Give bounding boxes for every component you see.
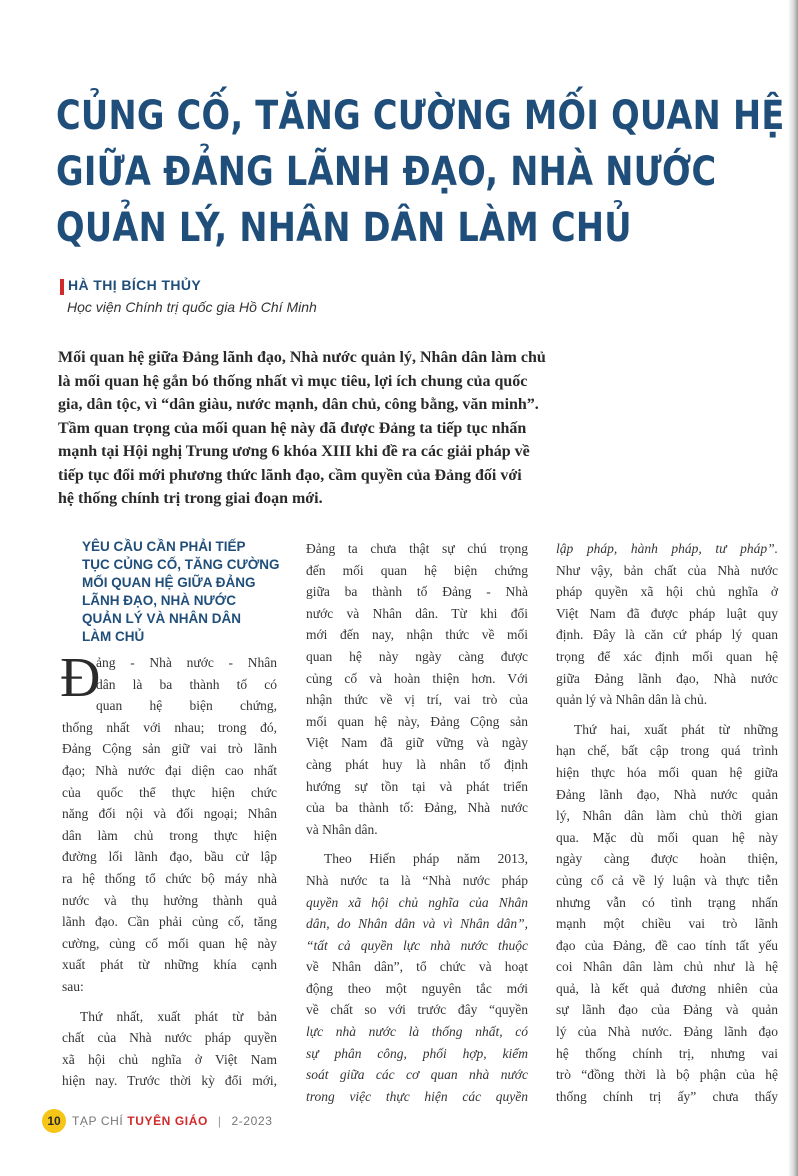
body-line: đạo của Đảng, đề cao tính tất yếu — [556, 937, 778, 953]
body-line: lý, Nhân dân làm chủ thời gian — [556, 808, 778, 824]
author-name: HÀ THỊ BÍCH THỦY — [68, 277, 202, 293]
body-line: thống chính trị ấy” chưa thấy — [556, 1088, 778, 1104]
body-line: xã hội chủ nghĩa ở Việt Nam — [62, 1051, 277, 1067]
body-line: định. Đây là căn cứ pháp lý quan — [556, 627, 778, 643]
body-line: Đảng ta chưa thật sự chú trọng — [306, 541, 528, 556]
body-line: hiện nay. Trước thời kỳ đổi mới, — [62, 1073, 277, 1089]
lead-line: Mối quan hệ giữa Đảng lãnh đạo, Nhà nước quản lý, Nhân dân làm chủ — [58, 349, 546, 366]
section-heading — [82, 538, 280, 646]
body-line: coi Nhân dân làm chủ như là hệ — [556, 959, 778, 975]
body-line: đạo; Nhà nước đại diện cao nhất — [62, 762, 277, 778]
body-line: xuất phát từ những khía cạnh — [62, 957, 277, 973]
body-line: sự phân công, phối hợp, kiểm — [306, 1045, 528, 1061]
body-line: pháp quyền xã hội chủ nghĩa ở — [556, 584, 778, 600]
body-line: chất của Nhà nước pháp quyền — [62, 1030, 277, 1046]
body-line: Việt Nam đã giữ vững và ngày — [306, 735, 528, 751]
body-line: ảng - Nhà nước - Nhân — [96, 655, 277, 670]
magazine-info — [72, 1114, 273, 1128]
body-line: của ba thành tố: Đảng, Nhà nước — [306, 800, 528, 816]
body-line: Đảng Cộng sản giữ vai trò lãnh — [62, 741, 277, 757]
paragraph — [306, 848, 528, 1107]
body-column-1 — [60, 538, 280, 1092]
body-line: nước và Nhân dân. Từ khi đổi — [306, 605, 528, 621]
page-number: 10 — [47, 1114, 61, 1128]
body-line: soát giữa các cơ quan nhà nước — [306, 1067, 528, 1083]
body-line: và Nhân dân. — [306, 821, 378, 837]
body-line: hệ thống chính trị, nhưng vai — [556, 1045, 778, 1061]
body-line: Thứ nhất, xuất phát từ bản — [80, 1008, 277, 1024]
body-line: củng cố và hoàn thiện hơn. Với — [306, 670, 528, 686]
body-line: đường lối lãnh đạo, bầu cử lập — [62, 849, 277, 865]
body-line: Như vậy, bản chất của Nhà nước — [556, 562, 778, 578]
body-line: nhưng vẫn có tình trạng nhấn — [556, 894, 778, 910]
body-line: “tất cả quyền lực nhà nước thuộc — [306, 937, 528, 953]
body-line: dân là ba thành tố có — [96, 676, 277, 692]
body-line: dân làm chủ trong thực hiện — [62, 827, 277, 843]
body-line: lập pháp, hành pháp, tư pháp”. — [556, 541, 778, 556]
body-line: trò “đồng thời là bộ phận của hệ — [556, 1067, 778, 1083]
body-line: Thứ hai, xuất phát từ những — [574, 721, 778, 737]
body-line: Đảng lãnh đạo, Nhà nước quản — [556, 786, 778, 802]
footer-divider: | — [217, 1114, 222, 1128]
body-line: quan hệ này ngày càng được — [306, 648, 528, 664]
page-number-badge — [42, 1109, 66, 1133]
body-line: giữa ba thành tố Đảng - Nhà — [306, 584, 528, 600]
lead-line: tiếp tục đổi mới phương thức lãnh đạo, cầm quyền của Đảng đối với — [58, 466, 522, 484]
section-heading-line: LÃNH ĐẠO, NHÀ NƯỚC — [82, 593, 236, 608]
body-line: nhận thức về vị trí, vai trò của — [306, 692, 528, 708]
body-line: Nhà nước ta là “Nhà nước pháp — [306, 872, 528, 888]
body-line: hướng sự tồn tại và phát triển — [306, 778, 528, 794]
author-affiliation: Học viện Chính trị quốc gia Hồ Chí Minh — [67, 299, 317, 315]
body-line: quyền xã hội chủ nghĩa của Nhân — [306, 894, 528, 910]
section-heading-line: LÀM CHỦ — [82, 629, 145, 644]
title-line: GIỮA ĐẢNG LÃNH ĐẠO, NHÀ NƯỚC — [56, 149, 717, 195]
magazine-name: TUYÊN GIÁO — [127, 1114, 208, 1128]
scan-edge-shadow — [788, 0, 798, 1176]
lead-paragraph — [58, 346, 638, 511]
body-line: trọng để xác định mối quan hệ — [556, 648, 778, 664]
magazine-prefix: TẠP CHÍ — [72, 1114, 124, 1128]
author-accent-bar — [60, 279, 64, 295]
body-line: thống nhất với nhau; trong đó, — [62, 719, 277, 735]
body-line: động theo một nguyên tắc mới — [306, 980, 528, 996]
body-line: năng đối nội và đối ngoại; Nhân — [62, 806, 277, 822]
section-heading-line: TỤC CỦNG CỐ, TĂNG CƯỜNG — [82, 557, 280, 572]
body-line: quả, là kết quả đương nhiên của — [556, 980, 778, 996]
title-line: CỦNG CỐ, TĂNG CƯỜNG MỐI QUAN HỆ — [56, 93, 785, 139]
body-line: sự lãnh đạo của Đảng và quản — [556, 1002, 778, 1018]
article-title — [56, 88, 785, 256]
body-line: về chất so với trước đây “quyền — [306, 1002, 528, 1018]
body-line: Theo Hiến pháp năm 2013, — [324, 851, 528, 867]
body-column-2 — [306, 538, 528, 1107]
body-line: đến mối quan hệ biện chứng — [306, 562, 528, 578]
title-line: QUẢN LÝ, NHÂN DÂN LÀM CHỦ — [56, 205, 632, 251]
body-line: ra hệ thống tổ chức bộ máy nhà — [62, 870, 277, 886]
body-line: của quốc thể thực hiện chức — [62, 784, 277, 800]
body-line: lý của Nhà nước. Đảng lãnh đạo — [556, 1024, 778, 1040]
paragraph — [556, 719, 778, 1108]
body-line: lãnh đạo. Cần phải củng cố, tăng — [62, 914, 277, 930]
page-footer — [42, 1108, 273, 1134]
section-heading-line: MỐI QUAN HỆ GIỮA ĐẢNG — [82, 575, 256, 590]
body-line: quản lý và Nhân dân là chủ. — [556, 692, 708, 708]
drop-cap: Đ — [60, 647, 101, 709]
lead-line: là mối quan hệ gắn bó thống nhất vì mục tiêu, lợi ích chung của quốc — [58, 372, 528, 390]
body-line: sau: — [62, 978, 84, 994]
body-line: dân, do Nhân dân và vì Nhân dân”, — [306, 916, 528, 932]
body-line: mạnh một chiều vai trò lãnh — [556, 916, 778, 932]
body-line: giữa Đảng lãnh đạo, Nhà nước — [556, 670, 778, 686]
body-line: ngày càng được hoàn thiện, — [556, 851, 778, 867]
body-line: hiện thực hóa mối quan hệ giữa — [556, 764, 778, 780]
body-line: càng phát huy là nhân tố định — [306, 756, 528, 772]
paragraph — [556, 538, 778, 711]
paragraph — [306, 538, 528, 840]
second-paragraph — [62, 1006, 277, 1092]
body-line: về Nhân dân”, tổ chức và hoạt — [306, 959, 528, 975]
lead-line: hệ thống chính trị trong giai đoạn mới. — [58, 490, 323, 507]
body-column-3 — [556, 538, 778, 1107]
body-line: Việt Nam đã được pháp luật quy — [556, 605, 778, 621]
body-line: trong việc thực hiện các quyền — [306, 1088, 528, 1104]
lead-line: gia, dân tộc, vì “dân giàu, nước mạnh, dân chủ, công bằng, văn minh”. — [58, 396, 539, 413]
lead-line: mạnh tại Hội nghị Trung ương 6 khóa XIII khi đề ra các giải pháp về — [58, 443, 530, 460]
body-line: qua. Mặc dù mối quan hệ này — [556, 829, 778, 845]
body-line: hạn chế, bất cập trong quá trình — [556, 743, 778, 759]
body-line: mối quan hệ này, Đảng Cộng sản — [306, 713, 528, 729]
first-paragraph — [60, 647, 277, 998]
body-line: mới đến nay, nhận thức về mối — [306, 627, 528, 643]
body-line: cường, củng cố mối quan hệ này — [62, 935, 277, 951]
section-heading-line: QUẢN LÝ VÀ NHÂN DÂN — [82, 611, 242, 626]
body-line: nước và thụ hưởng thành quả — [62, 892, 277, 908]
section-heading-line: YÊU CẦU CẦN PHẢI TIẾP — [82, 539, 246, 554]
lead-line: Tầm quan trọng của mối quan hệ này đã được Đảng ta tiếp tục nhấn — [58, 419, 527, 437]
body-line: lực nhà nước là thống nhất, có — [306, 1024, 528, 1040]
issue-number: 2-2023 — [231, 1114, 273, 1128]
body-line: quan hệ biện chứng, — [96, 698, 277, 714]
body-line: củng cố cả về lý luận và thực tiễn — [556, 872, 778, 888]
